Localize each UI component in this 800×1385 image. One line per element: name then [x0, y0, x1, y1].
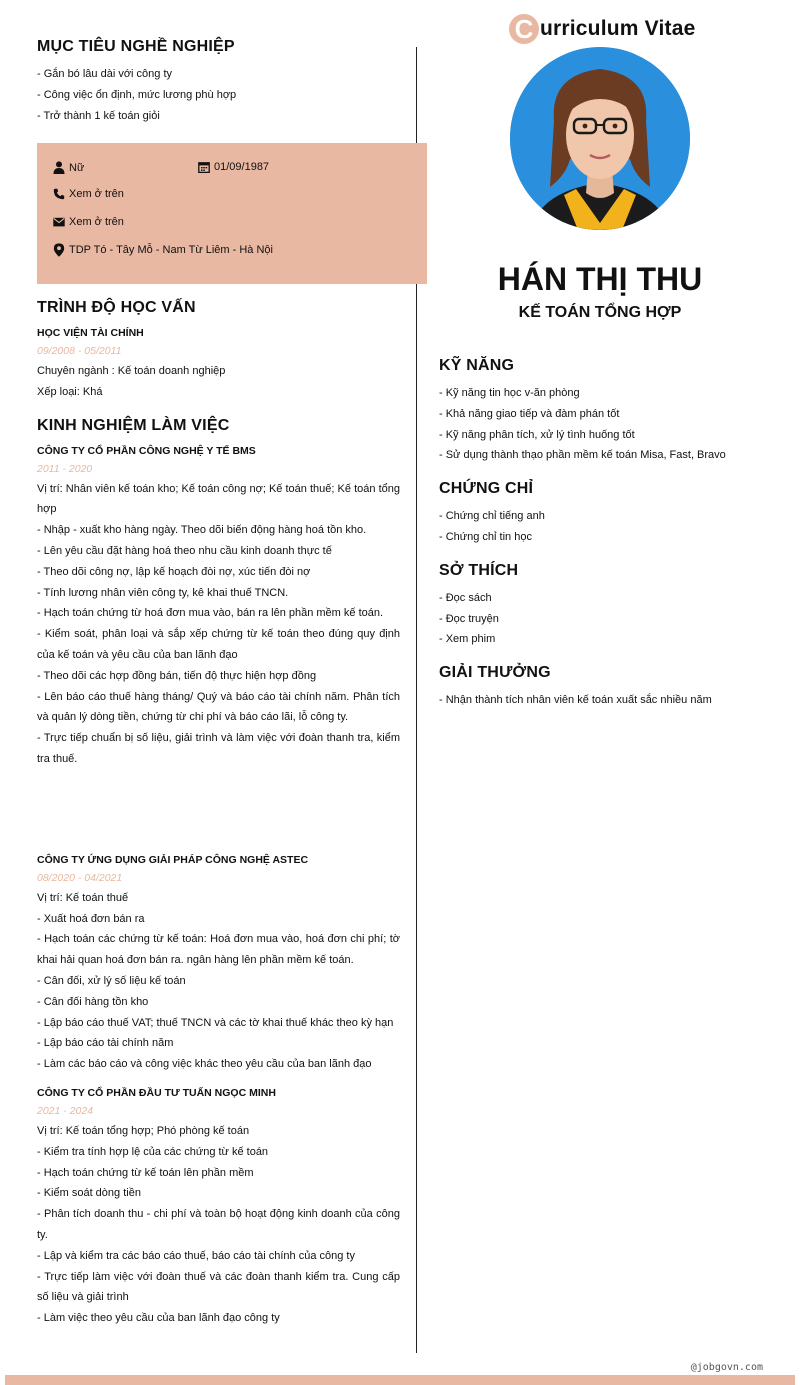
job-line: - Làm việc theo yêu cầu của ban lãnh đạo công ty	[37, 1312, 280, 1325]
avatar	[510, 47, 690, 230]
skill-item: - Sử dụng thành thạo phần mềm kế toán Misa, Fast, Bravo	[439, 449, 726, 462]
job-line: - Theo dõi các hợp đồng bán, tiến độ thực hiện hợp đồng	[37, 669, 317, 682]
job-line: - Cân đối, xử lý số liệu kế toán	[37, 974, 186, 987]
awards-title: GIẢI THƯỞNG	[439, 664, 551, 682]
certificate-item: - Chứng chỉ tin học	[439, 530, 532, 543]
objective-item: - Trở thành 1 kế toán giỏi	[37, 109, 160, 122]
job-line: - Kiểm soát dòng tiền	[37, 1187, 141, 1200]
personal-info-box	[37, 143, 427, 284]
education-line: Xếp loại: Khá	[37, 385, 103, 398]
award-item: - Nhận thành tích nhân viên kế toán xuất sắc nhiều năm	[439, 694, 712, 707]
watermark: @jobgovn.com	[690, 1362, 763, 1373]
profile-photo	[510, 47, 690, 230]
gender-row	[53, 161, 84, 174]
right-column-main	[439, 357, 769, 711]
hobby-item: - Đọc sách	[439, 591, 492, 604]
hobby-item: - Xem phim	[439, 633, 496, 646]
job-title: KẾ TOÁN TỔNG HỢP	[518, 304, 682, 321]
job-dates: 2021 - 2024	[37, 1104, 94, 1117]
job-line: - Lập báo cáo thuế VAT; thuế TNCN và các tờ khai thuế khác theo kỳ hạn	[37, 1016, 394, 1029]
job-line: - Lập báo cáo tài chính năm	[37, 1037, 174, 1050]
job-line: - Kiểm soát, phân loại và sắp xếp chứng từ kế toán theo đúng quy định của kế toán và yêu cầu của ban lãnh đạo	[37, 628, 400, 661]
job-line: - Tính lương nhân viên công ty, kê khai thuế TNCN.	[37, 586, 289, 599]
cv-heading	[509, 14, 696, 44]
job-line: - Làm các báo cáo và công việc khác theo yêu cầu của ban lãnh đạo	[37, 1058, 372, 1071]
cv-initial-badge: C	[509, 14, 539, 44]
address-row	[53, 243, 273, 257]
candidate-name: HÁN THỊ THU	[497, 261, 703, 297]
job-line: - Lên yêu cầu đặt hàng hoá theo nhu cầu kinh doanh thực tế	[37, 544, 332, 557]
education-line: Chuyên ngành : Kế toán doanh nghiệp	[37, 365, 226, 377]
job-line: - Cân đối hàng tồn kho	[37, 995, 149, 1008]
certificate-item: - Chứng chỉ tiếng anh	[439, 510, 545, 523]
calendar-icon	[198, 161, 210, 173]
person-icon	[53, 161, 65, 174]
envelope-icon	[53, 217, 65, 227]
left-column-top	[37, 38, 400, 126]
job-line: - Hạch toán chứng từ kế toán lên phần mềm	[37, 1166, 254, 1179]
company-name: CÔNG TY CỔ PHẦN CÔNG NGHỆ Y TẾ BMS	[37, 444, 256, 457]
job-line: - Nhập - xuất kho hàng ngày. Theo dõi biến động hàng hoá tồn kho.	[37, 524, 367, 537]
education-title: TRÌNH ĐỘ HỌC VẤN	[37, 299, 196, 316]
hobbies-title: SỞ THÍCH	[439, 561, 519, 579]
job-dates: 08/2020 - 04/2021	[37, 871, 123, 884]
job-line: - Hạch toán các chứng từ kế toán: Hoá đơn mua vào, hoá đơn chi phí; tờ khai hải quan hoá đơn bán ra. ngân hàng lên phần mềm kế toán.	[37, 933, 400, 967]
objective-item: - Công việc ổn định, mức lương phù hợp	[37, 88, 237, 101]
certificates-title: CHỨNG CHỈ	[439, 480, 534, 498]
email-row	[53, 216, 124, 228]
company-name: CÔNG TY ỨNG DỤNG GIẢI PHÁP CÔNG NGHỆ ASTEC	[37, 853, 309, 866]
job-line: - Phân tích doanh thu - chi phí và toàn bộ hoạt động kinh doanh của công ty.	[37, 1208, 400, 1241]
job-line: - Lên báo cáo thuế hàng tháng/ Quý và báo cáo tài chính năm. Phân tích và quản lý dòng tiền, chứng từ chi phí và báo cáo lãi, lỗ công ty.	[37, 690, 400, 724]
job-line: Vị trí: Kế toán tổng hợp; Phó phòng kế toán	[37, 1124, 250, 1137]
birthday-row	[198, 161, 269, 173]
birthday-value: 01/09/1987	[214, 161, 270, 173]
objective-title: MỤC TIÊU NGHỀ NGHIỆP	[37, 38, 235, 55]
job-line: - Hạch toán chứng từ hoá đơn mua vào, bán ra lên phần mềm kế toán.	[37, 607, 384, 620]
phone-icon	[53, 188, 65, 200]
job-line: - Xuất hoá đơn bán ra	[37, 912, 145, 925]
job-line: - Trực tiếp chuẩn bị số liệu, giải trình và làm việc với đoàn thanh tra, kiểm tra thuế.	[37, 732, 400, 765]
job-line: - Theo dõi công nợ, lập kế hoạch đòi nợ, xúc tiến đòi nợ	[37, 565, 311, 578]
job-line: - Trực tiếp làm việc với đoàn thuế và các đoàn thanh kiểm tra. Cung cấp số liệu và giải trình	[37, 1270, 400, 1304]
email-value: Xem ở trên	[69, 216, 124, 228]
skill-item: - Khả năng giao tiếp và đàm phán tốt	[439, 407, 620, 420]
phone-row	[53, 188, 124, 200]
job-line: - Lập và kiểm tra các báo cáo thuế, báo cáo tài chính của công ty	[37, 1249, 355, 1262]
job-line: Vị trí: Kế toán thuế	[37, 891, 129, 904]
location-pin-icon	[53, 243, 65, 257]
phone-value: Xem ở trên	[69, 188, 124, 200]
school-name: HỌC VIỆN TÀI CHÍNH	[37, 327, 144, 339]
skill-item: - Kỹ năng tin học v-ăn phòng	[439, 387, 580, 399]
experience-title: KINH NGHIỆM LÀM VIỆC	[37, 416, 230, 434]
gender-value: Nữ	[69, 161, 85, 174]
job-line: - Kiểm tra tính hợp lệ của các chứng từ kế toán	[37, 1145, 269, 1158]
education-dates: 09/2008 - 05/2011	[37, 345, 122, 357]
left-column-main	[37, 299, 400, 1329]
hobby-item: - Đọc truyện	[439, 612, 499, 625]
skill-item: - Kỹ năng phân tích, xử lý tình huống tốt	[439, 428, 635, 441]
job-dates: 2011 - 2020	[37, 462, 93, 475]
company-name: CÔNG TY CỔ PHẦN ĐẦU TƯ TUẤN NGỌC MINH	[37, 1086, 276, 1099]
objective-item: - Gắn bó lâu dài với công ty	[37, 68, 173, 80]
job-line: Vị trí: Nhân viên kế toán kho; Kế toán công nợ; Kế toán thuế; Kế toán tổng hợp	[37, 482, 400, 516]
cv-heading-text: urriculum Vitae	[540, 17, 696, 40]
address-value: TDP Tó - Tây Mỗ - Nam Từ Liêm - Hà Nội	[69, 244, 273, 256]
footer-bar	[5, 1375, 795, 1385]
skills-title: KỸ NĂNG	[439, 357, 515, 374]
